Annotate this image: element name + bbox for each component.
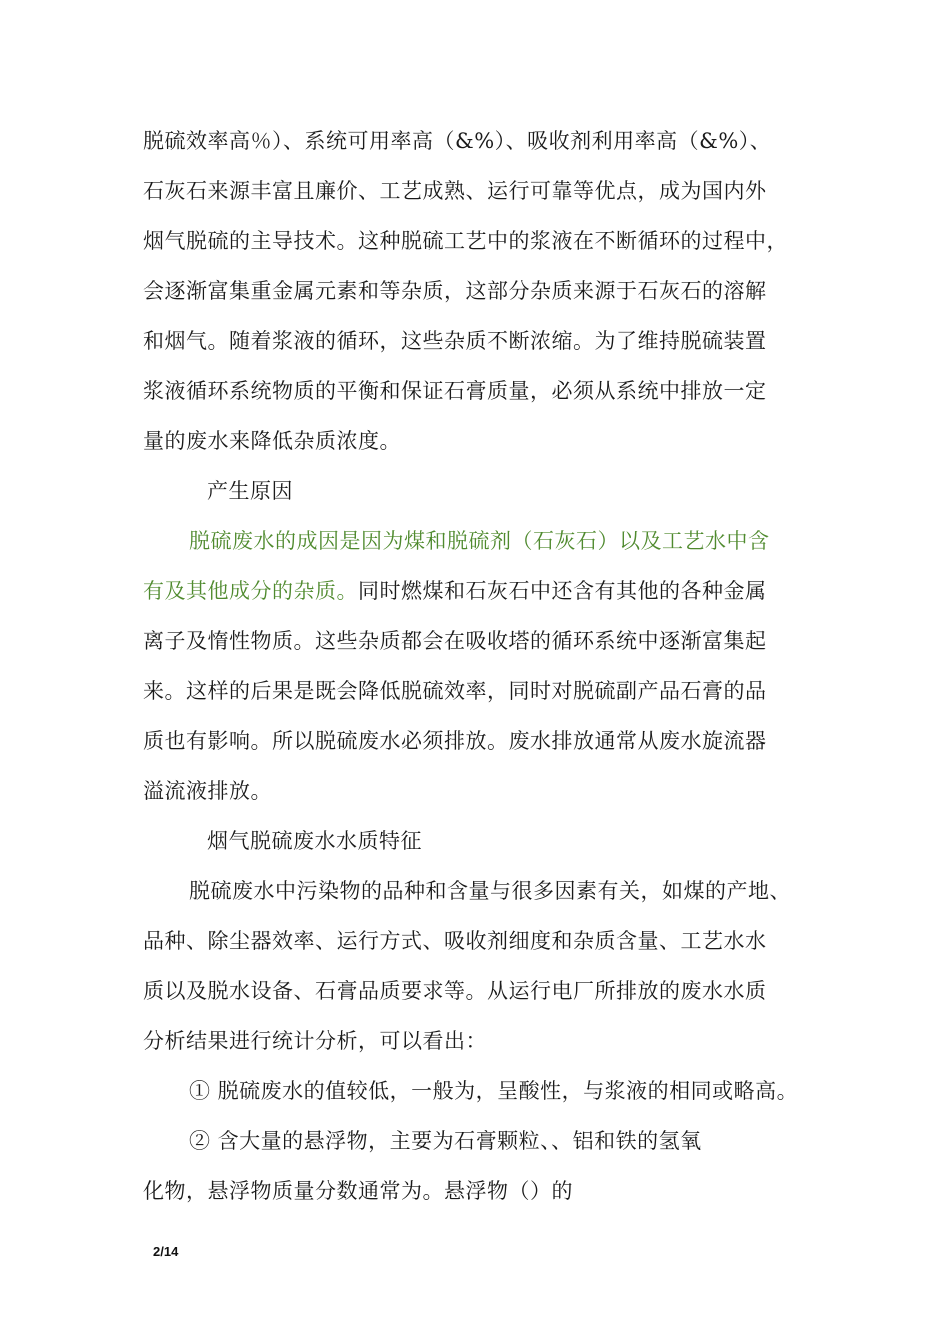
paragraph-line: 脱硫效率高％）、系统可用率高（&%）、吸收剂利用率高（&%）、 [143,129,772,153]
highlighted-text: 有及其他成分的杂质。 [143,579,358,603]
paragraph-line: 溢流液排放。 [143,779,272,803]
paragraph-line: 浆液循环系统物质的平衡和保证石膏质量，必须从系统中排放一定 [143,379,767,403]
paragraph-line: 量的废水来降低杂质浓度。 [143,429,401,453]
paragraph-line: 和烟气。随着浆液的循环，这些杂质不断浓缩。为了维持脱硫装置 [143,329,767,353]
paragraph-line: 质也有影响。所以脱硫废水必须排放。废水排放通常从废水旋流器 [143,729,767,753]
section-heading-cause: 产生原因 [207,479,293,503]
paragraph-line: 质以及脱水设备、石膏品质要求等。从运行电厂所排放的废水水质 [143,979,767,1003]
highlighted-text: 脱硫废水的成因是因为煤和脱硫剂（石灰石）以及工艺水中含 [189,529,770,553]
list-item: ② 含大量的悬浮物，主要为石膏颗粒、、铝和铁的氢氧 [189,1129,702,1153]
page-number: 2/14 [153,1244,179,1259]
paragraph-line [143,576,767,606]
list-item-continuation: 化物，悬浮物质量分数通常为。悬浮物（）的 [143,1179,573,1203]
paragraph-line: 来。这样的后果是既会降低脱硫效率，同时对脱硫副产品石膏的品 [143,679,767,703]
paragraph-line: 分析结果进行统计分析，可以看出： [143,1029,487,1053]
paragraph-line: 脱硫废水中污染物的品种和含量与很多因素有关，如煤的产地、 [189,879,791,903]
section-heading-water-quality: 烟气脱硫废水水质特征 [207,829,422,853]
paragraph-line: 石灰石来源丰富且廉价、工艺成熟、运行可靠等优点，成为国内外 [143,179,767,203]
paragraph-line: 离子及惰性物质。这些杂质都会在吸收塔的循环系统中逐渐富集起 [143,629,767,653]
paragraph-line: 烟气脱硫的主导技术。这种脱硫工艺中的浆液在不断循环的过程中， [143,229,788,253]
paragraph-line: 品种、除尘器效率、运行方式、吸收剂细度和杂质含量、工艺水水 [143,929,767,953]
paragraph-line: 会逐渐富集重金属元素和等杂质，这部分杂质来源于石灰石的溶解 [143,279,767,303]
list-item: ① 脱硫废水的值较低，一般为，呈酸性，与浆液的相同或略高。 [189,1079,799,1103]
paragraph-text: 同时燃煤和石灰石中还含有其他的各种金属 [358,579,767,603]
